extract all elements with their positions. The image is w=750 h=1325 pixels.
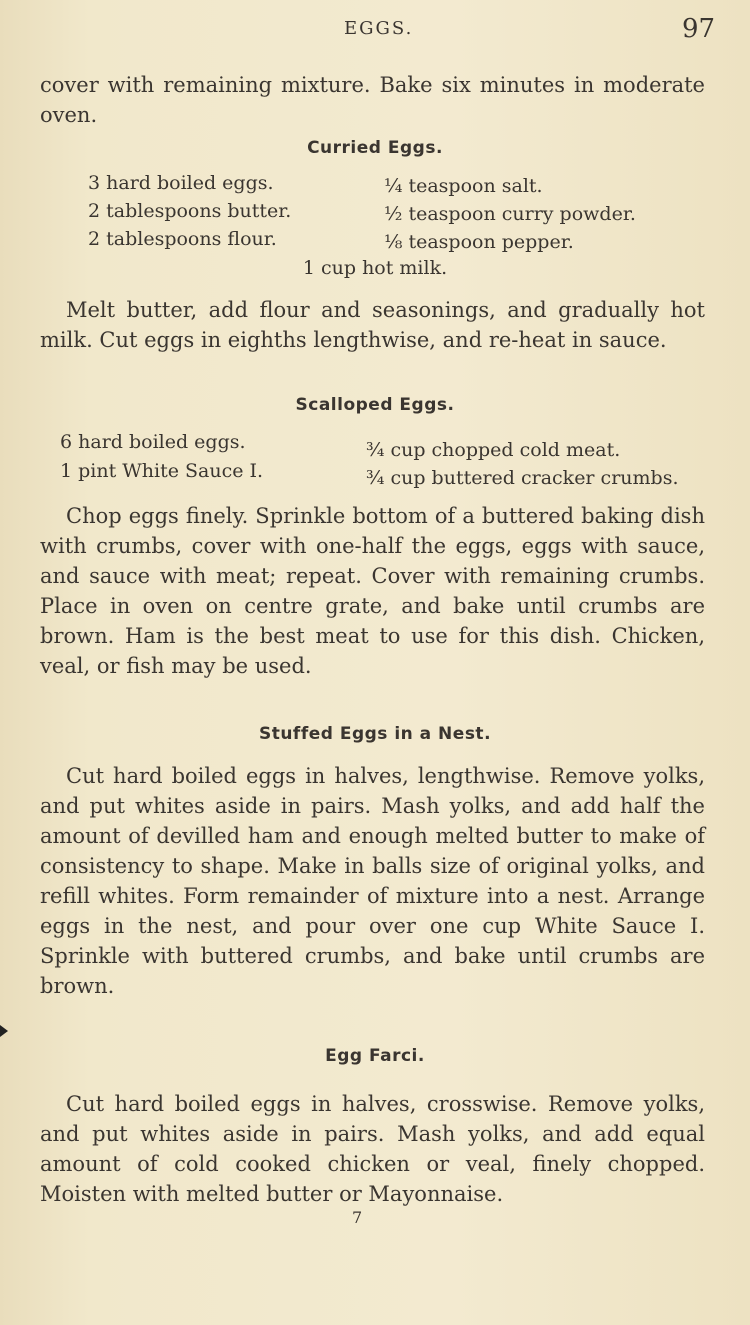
margin-arrow-icon <box>0 1025 8 1037</box>
curried-ingredient-6 <box>384 228 574 256</box>
curried-ingredient-3: 2 tablespoons flour. <box>88 228 277 250</box>
intro-paragraph: cover with remaining mixture. Bake six minutes in moderate oven. <box>40 73 705 127</box>
scalloped-ingredient-1: 6 hard boiled eggs. <box>60 431 246 453</box>
fraction: ½ <box>384 203 403 225</box>
scalloped-ingredient-3 <box>366 436 620 464</box>
ingredient-text: teaspoon curry powder. <box>402 203 636 225</box>
stuffed-eggs-title: Stuffed Eggs in a Nest. <box>258 724 492 744</box>
running-head: EGGS. <box>344 18 414 39</box>
signature-mark: 7 <box>352 1208 363 1227</box>
scalloped-eggs-title: Scalloped Eggs. <box>295 395 455 415</box>
scalloped-ingredient-2: 1 pint White Sauce I. <box>60 460 264 482</box>
curried-ingredient-4 <box>384 172 543 200</box>
curried-eggs-title: Curried Eggs. <box>307 138 443 158</box>
curried-ingredient-1: 3 hard boiled eggs. <box>88 172 274 194</box>
curried-ingredient-2: 2 tablespoons butter. <box>88 200 292 222</box>
page-number: 97 <box>682 14 716 44</box>
curried-method: Melt butter, add flour and seasonings, and gradually hot milk. Cut eggs in eighths lengthwise, and re-heat in sauce. <box>40 298 705 352</box>
page-header <box>0 14 750 54</box>
fraction: ¾ <box>366 439 385 461</box>
fraction: ¼ <box>384 175 403 197</box>
curried-ingredient-5 <box>384 200 636 228</box>
fraction: ⅛ <box>384 231 403 253</box>
farci-method: Cut hard boiled eggs in halves, crosswise. Remove yolks, and put whites aside in pairs. Mash yolks, and add equal amount of cold cooked chicken or veal, finely chopped. Moisten with melted butter or Mayonnaise. <box>40 1092 705 1206</box>
ingredient-text: teaspoon salt. <box>402 175 543 197</box>
scalloped-ingredient-4 <box>366 464 679 492</box>
fraction: ¾ <box>366 467 385 489</box>
scalloped-method: Chop eggs finely. Sprinkle bottom of a buttered baking dish with crumbs, cover with one-half the eggs, eggs with sauce, and sauce with meat; repeat. Cover with remaining crumbs. Place in oven on centre grate, and bake until crumbs are brown. Ham is the best meat to use for this dish. Chicken, veal, or fish may be used. <box>40 504 705 678</box>
stuffed-method: Cut hard boiled eggs in halves, lengthwise. Remove yolks, and put whites aside in pairs. Mash yolks, and add half the amount of devilled ham and enough melted butter to make of consistency to shape. Make in balls size of original yolks, and refill whites. Form remainder of mixture into a nest. Arrange eggs in the nest, and pour over one cup White Sauce I. Sprinkle with buttered crumbs, and bake until crumbs are brown. <box>40 764 705 998</box>
ingredient-text: cup chopped cold meat. <box>384 439 621 461</box>
curried-ingredient-7: 1 cup hot milk. <box>302 257 448 279</box>
egg-farci-title: Egg Farci. <box>325 1046 425 1066</box>
ingredient-text: cup buttered cracker crumbs. <box>384 467 679 489</box>
ingredient-text: teaspoon pepper. <box>402 231 574 253</box>
